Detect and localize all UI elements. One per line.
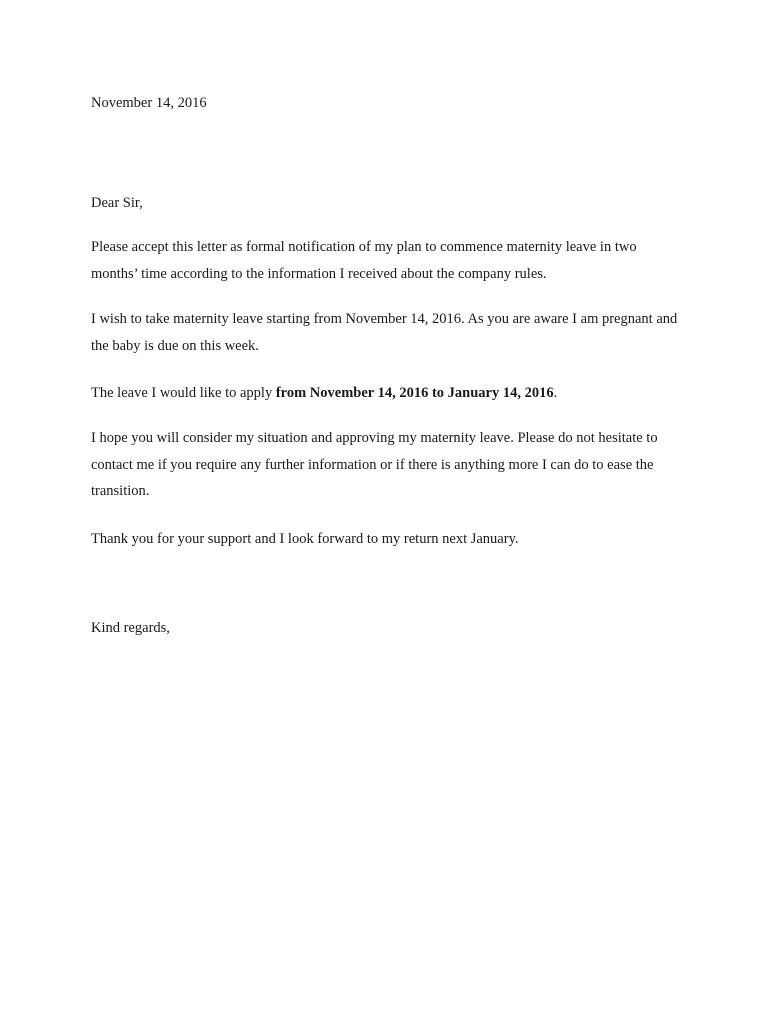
leave-period-suffix: . — [553, 385, 558, 401]
leave-period-prefix: The leave I would like to apply — [91, 385, 276, 401]
letter-closing: Kind regards, — [91, 619, 170, 636]
paragraph-consideration: I hope you will consider my situation and approving my maternity leave. Please do not hesitate to contact me if you require any further information or if there is anything more I can do to ease the transition. — [91, 430, 658, 499]
paragraph-start-date: I wish to take maternity leave starting from November 14, 2016. As you are aware I am pregnant and the baby is due on this week. — [91, 311, 678, 354]
paragraph-thanks: Thank you for your support and I look forward to my return next January. — [91, 530, 519, 547]
letter-date: November 14, 2016 — [91, 95, 207, 111]
paragraph-notification: Please accept this letter as formal notification of my plan to commence maternity leave in two months’ time according to the information I received about the company rules. — [91, 239, 637, 282]
letter-body — [91, 92, 681, 639]
paragraph-leave-period — [91, 382, 681, 404]
leave-period-dates: from November 14, 2016 to January 14, 2016 — [275, 385, 554, 401]
letter-salutation: Dear Sir, — [91, 195, 143, 211]
